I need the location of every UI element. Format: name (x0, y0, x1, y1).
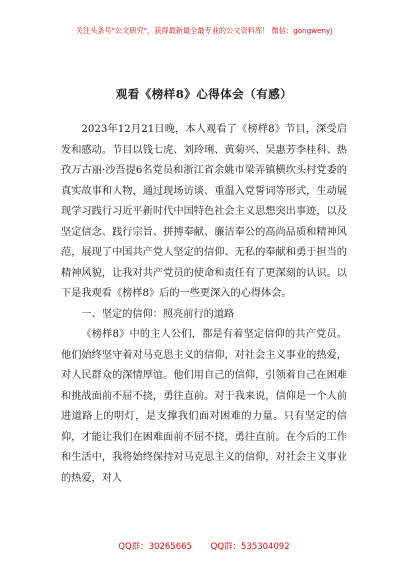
header-note: 关注头条号"公文研究"，获得最新最全最专业的公文资料库！ 微信：gongwenyj (75, 26, 333, 35)
section-heading: 一、坚定的信仰：照亮前行的道路 (81, 308, 235, 320)
body-text (61, 120, 347, 489)
footer-qq-group-2: QQ群：535304092 (210, 542, 290, 552)
paragraph-intro: 2023年12月21日晚，本人观看了《榜样8》节目，深受启发和感动。节目以钱七虎、刘玲琍、黄菊兴、吴惠芳李桂科、热孜万古丽·沙吾提6名党员和浙江省余姚市梁弄镇横坎头村党委的真实故事和人物，通过现场访谈、重温入党誓词等形式，生动展现学习践行习近平新时代中国特色社会主义思想突出事迹，以及坚定信念、践行宗旨、拼搏奉献、廉洁奉公的高尚品质和精神风范，展现了中国共产党人坚定的信仰、无私的奉献和勇于担当的精神风貌，让我对共产党员的使命和责任有了更深刻的认识。以下是我观看《榜样8》后的一些更深入的心得体会。 (61, 124, 347, 299)
footer-note (0, 540, 408, 552)
paragraph-body: 《榜样8》中的主人公们，都是有着坚定信仰的共产党员。他们始终坚守着对马克思主义的信仰，对社会主义事业的热爱，对人民群众的深情厚谊。他们用自己的信仰，引领着自己在困难和挑战面前不屈不挠，勇往直前。对于我来说，信仰是一个人前进道路上的明灯，是支撑我们面对困难的力量。只有坚定的信仰，才能让我们在困难面前不屈不挠，勇往直前。在今后的工作和生活中，我将始终保持对马克思主义的信仰，对社会主义事业的热爱，对人 (61, 329, 347, 484)
footer-qq-group-1: QQ群：30265665 (118, 542, 192, 552)
page-title: 观看《榜样8》心得体会（有感） (115, 87, 293, 101)
